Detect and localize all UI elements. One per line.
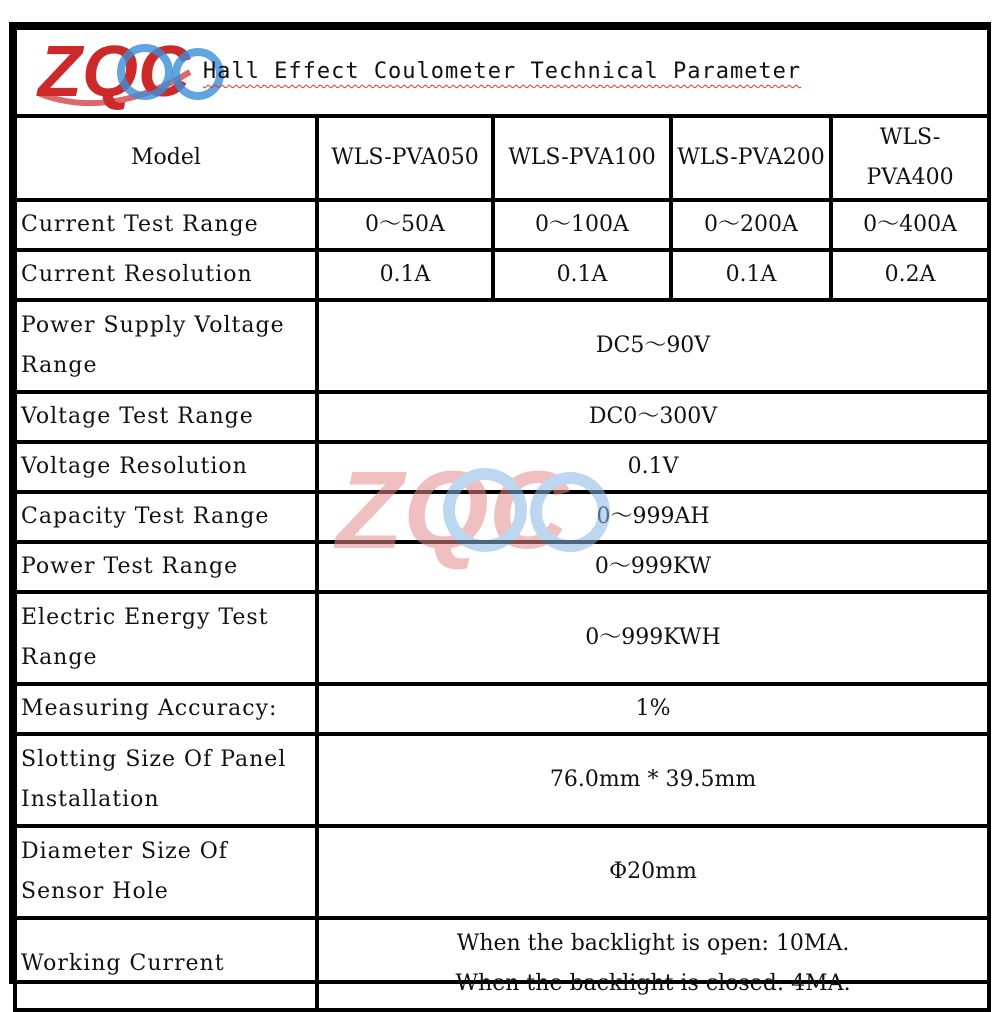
current-resolution-label: Current Resolution: [15, 250, 317, 300]
capacity-test-range-value: 0～999AH: [317, 492, 989, 542]
diameter-size-label-line1: Diameter Size Of: [21, 839, 228, 864]
working-current-open: When the backlight is open: 10MA.: [456, 931, 850, 956]
measuring-accuracy-value: 1%: [317, 684, 989, 734]
power-supply-voltage-row: [15, 300, 989, 392]
electric-energy-value: 0～999KWH: [317, 592, 989, 684]
power-supply-voltage-label-line2: Range: [21, 353, 98, 378]
voltage-resolution-label: Voltage Resolution: [15, 442, 317, 492]
voltage-test-range-label: Voltage Test Range: [15, 392, 317, 442]
spec-table: [13, 26, 991, 1012]
diameter-size-label-line2: Sensor Hole: [21, 879, 169, 904]
current-test-range-label: Current Test Range: [15, 200, 317, 250]
page-title: Hall Effect Coulometer Technical Parameter: [202, 59, 802, 84]
current-resolution-row: [15, 250, 989, 300]
working-current-row: [15, 918, 989, 1010]
measuring-accuracy-label: Measuring Accuracy:: [15, 684, 317, 734]
slotting-size-value: 76.0mm * 39.5mm: [317, 734, 989, 826]
slotting-size-label-line2: Installation: [21, 787, 160, 812]
model-1: WLS-PVA050: [317, 116, 493, 200]
watermark-text: ZQC: [336, 449, 569, 572]
power-supply-voltage-label-line1: Power Supply Voltage: [21, 313, 285, 338]
working-current-value: [317, 918, 989, 1010]
working-current-label: Working Current: [15, 918, 317, 1010]
power-test-range-row: [15, 542, 989, 592]
current-resolution-4: 0.2A: [831, 250, 989, 300]
slotting-size-row: [15, 734, 989, 826]
electric-energy-label-line2: Range: [21, 645, 98, 670]
electric-energy-row: [15, 592, 989, 684]
current-resolution-3: 0.1A: [671, 250, 831, 300]
voltage-resolution-row: [15, 442, 989, 492]
current-test-range-row: [15, 200, 989, 250]
model-2: WLS-PVA100: [493, 116, 671, 200]
power-supply-voltage-value: DC5～90V: [317, 300, 989, 392]
logo-text: ZQC: [38, 32, 190, 112]
model-4: WLS-PVA400: [831, 116, 989, 200]
power-test-range-value: 0～999KW: [317, 542, 989, 592]
current-test-range-2: 0～100A: [493, 200, 671, 250]
diameter-size-label: [15, 826, 317, 918]
voltage-resolution-value: 0.1V: [317, 442, 989, 492]
diameter-size-row: [15, 826, 989, 918]
capacity-test-range-label: Capacity Test Range: [15, 492, 317, 542]
current-test-range-1: 0～50A: [317, 200, 493, 250]
model-row: [15, 116, 989, 200]
current-test-range-3: 0～200A: [671, 200, 831, 250]
power-supply-voltage-label: [15, 300, 317, 392]
diameter-size-value: Φ20mm: [317, 826, 989, 918]
electric-energy-label: [15, 592, 317, 684]
electric-energy-label-line1: Electric Energy Test: [21, 605, 269, 630]
slotting-size-label: [15, 734, 317, 826]
model-3: WLS-PVA200: [671, 116, 831, 200]
capacity-test-range-row: [15, 492, 989, 542]
current-resolution-2: 0.1A: [493, 250, 671, 300]
voltage-test-range-value: DC0～300V: [317, 392, 989, 442]
current-test-range-4: 0～400A: [831, 200, 989, 250]
slotting-size-label-line1: Slotting Size Of Panel: [21, 747, 287, 772]
measuring-accuracy-row: [15, 684, 989, 734]
voltage-test-range-row: [15, 392, 989, 442]
power-test-range-label: Power Test Range: [15, 542, 317, 592]
working-current-closed: When the backlight is closed: 4MA.: [455, 971, 851, 996]
model-label: Model: [15, 116, 317, 200]
current-resolution-1: 0.1A: [317, 250, 493, 300]
